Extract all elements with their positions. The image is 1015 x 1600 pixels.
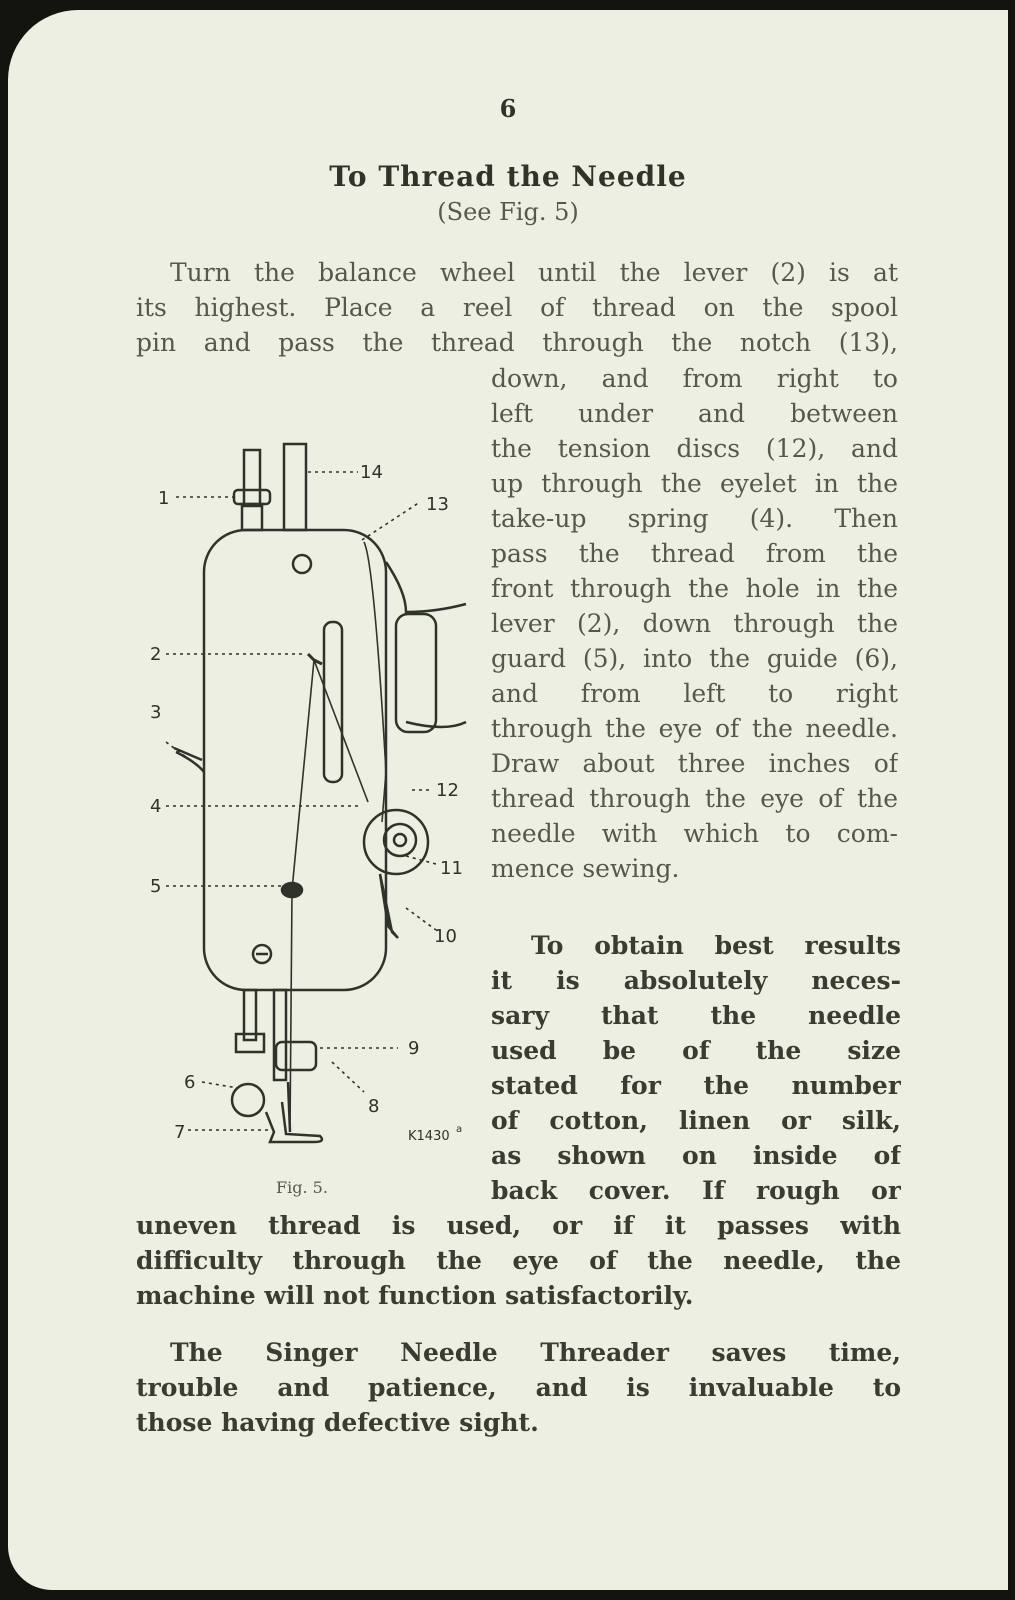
text-line: mence sewing. (491, 854, 680, 883)
text-line: of cotton, linen or silk, (491, 1106, 901, 1135)
text-line: left under and between (491, 399, 898, 428)
text-line: front through the hole in the (491, 574, 898, 603)
label-13: 13 (426, 494, 449, 515)
text-line: through the eye of the needle. (491, 714, 898, 743)
text-line: difficulty through the eye of the needle, the (136, 1246, 901, 1275)
label-2: 2 (150, 644, 162, 665)
text-line: trouble and patience, and is invaluable to (136, 1373, 901, 1402)
text-line: lever (2), down through the (491, 609, 898, 638)
text-line: those having defective sight. (136, 1408, 539, 1437)
text-line: pass the thread from the (491, 539, 898, 568)
text-line: the tension discs (12), and (491, 434, 898, 463)
text-line: machine will not function satisfactorily. (136, 1281, 694, 1310)
text-line: The Singer Needle Threader saves time, (170, 1338, 901, 1367)
page-subtitle: (See Fig. 5) (437, 198, 579, 226)
text-line: sary that the needle (491, 1001, 901, 1030)
label-7: 7 (174, 1122, 186, 1143)
text-line: To obtain best results (531, 931, 901, 960)
page-number: 6 (499, 94, 517, 123)
text-line: guard (5), into the guide (6), (491, 644, 898, 673)
text-line: and from left to right (491, 679, 898, 708)
text-line: up through the eyelet in the (491, 469, 898, 498)
text-line: Turn the balance wheel until the lever (2) is at (170, 258, 898, 287)
label-11: 11 (440, 858, 463, 879)
label-1: 1 (158, 488, 170, 509)
text-line: back cover. If rough or (491, 1176, 901, 1205)
figure-caption: Fig. 5. (276, 1178, 328, 1197)
text-line: pin and pass the thread through the notch (13), (136, 328, 898, 357)
text-line: its highest. Place a reel of thread on the spool (136, 293, 898, 322)
text-line: needle with which to com- (491, 819, 898, 848)
text-line: take-up spring (4). Then (491, 504, 898, 533)
label-4: 4 (150, 796, 162, 817)
text-line: stated for the number (491, 1071, 901, 1100)
machine-head (204, 530, 386, 990)
text-line: thread through the eye of the (491, 784, 898, 813)
label-3: 3 (150, 702, 162, 723)
label-10: 10 (434, 926, 457, 947)
text-line: used be of the size (491, 1036, 901, 1065)
label-9: 9 (408, 1038, 420, 1059)
label-12: 12 (436, 780, 459, 801)
figure-code-sup: a (456, 1124, 463, 1135)
text-line: Draw about three inches of (491, 749, 898, 778)
figure-code: K1430 (408, 1129, 450, 1144)
label-8: 8 (368, 1096, 380, 1117)
text-line: uneven thread is used, or if it passes with (136, 1211, 901, 1240)
label-5: 5 (150, 876, 162, 897)
page-title: To Thread the Needle (329, 160, 687, 193)
text-line: it is absolutely neces- (491, 966, 901, 995)
text-line: as shown on inside of (491, 1141, 901, 1170)
figure-5-illustration (136, 442, 496, 1172)
manual-page (8, 10, 1008, 1590)
label-14: 14 (360, 462, 383, 483)
label-6: 6 (184, 1072, 196, 1093)
text-line: down, and from right to (491, 364, 898, 393)
